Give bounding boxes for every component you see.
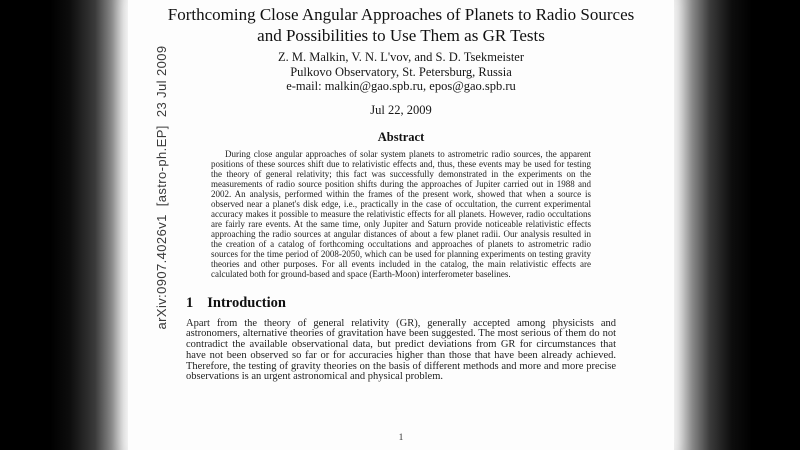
affiliation-line: Pulkovo Observatory, St. Petersburg, Russia bbox=[290, 64, 512, 79]
email-line: e-mail: malkin@gao.spb.ru, epos@gao.spb.ru bbox=[286, 79, 516, 93]
paper-title: Forthcoming Close Angular Approaches of Planets to Radio Sources and Possibilities to Use Them as GR Tests bbox=[167, 5, 635, 45]
abstract-body: During close angular approaches of solar system planets to astrometric radio sources, the apparent positions of these sources shift due to relativistic effects and, thus, these events may be used for testing the theory of general relativity; this fact was successfully demonstrated in the experiments on the measurements of radio source position shifts during the approaches of Jupiter carried out in 1988 and 2002. An analysis, performed within the frames of the present work, showed that when a source is observed near a planet's disk edge, i.e., practically in the case of occultation, the current experimental accuracy makes it possible to measure the relativistic effects for all planets. However, radio occultations are fairly rare events. At the same time, only Jupiter and Saturn provide noticeable relativistic effects approaching the radio sources at angular distances of about a few planet radii. Our analysis resulted in the creation of a catalog of forthcoming occultations and approaches of planets to astrometric radio sources for the time period of 2008-2050, which can be used for planning experiments on testing gravity theories and other purposes. For all events included in the catalog, the main relativistic effects are calculated both for ground-based and space (Earth-Moon) interferometer baselines. bbox=[211, 148, 591, 279]
authors-block bbox=[128, 50, 674, 94]
section-heading bbox=[186, 295, 616, 312]
section-title: Introduction bbox=[207, 294, 286, 311]
abstract-heading: Abstract bbox=[377, 129, 425, 144]
section-number: 1 bbox=[186, 294, 194, 311]
date-line: Jul 22, 2009 bbox=[370, 102, 432, 117]
arxiv-stamp: arXiv:0907.4026v1 [astro-ph.EP] 23 Jul 2009 bbox=[154, 45, 169, 330]
introduction-paragraph: Apart from the theory of general relativity (GR), generally accepted among physicists and astronomers, alternative theories of gravitation have been suggested. The most serious of them do not contradict the available observational data, but predict deviations from GR for circumstances that have not been observed so far or for accuracies higher than those that have been already achieved. Therefore, the testing of gravity theories on the basis of different methods and more and more precise observations is an urgent astronomical and physical problem. bbox=[186, 317, 616, 383]
authors-line: Z. M. Malkin, V. N. L'vov, and S. D. Tsekmeister bbox=[277, 50, 525, 64]
paper-page bbox=[128, 0, 674, 450]
page-number: 1 bbox=[398, 433, 404, 443]
